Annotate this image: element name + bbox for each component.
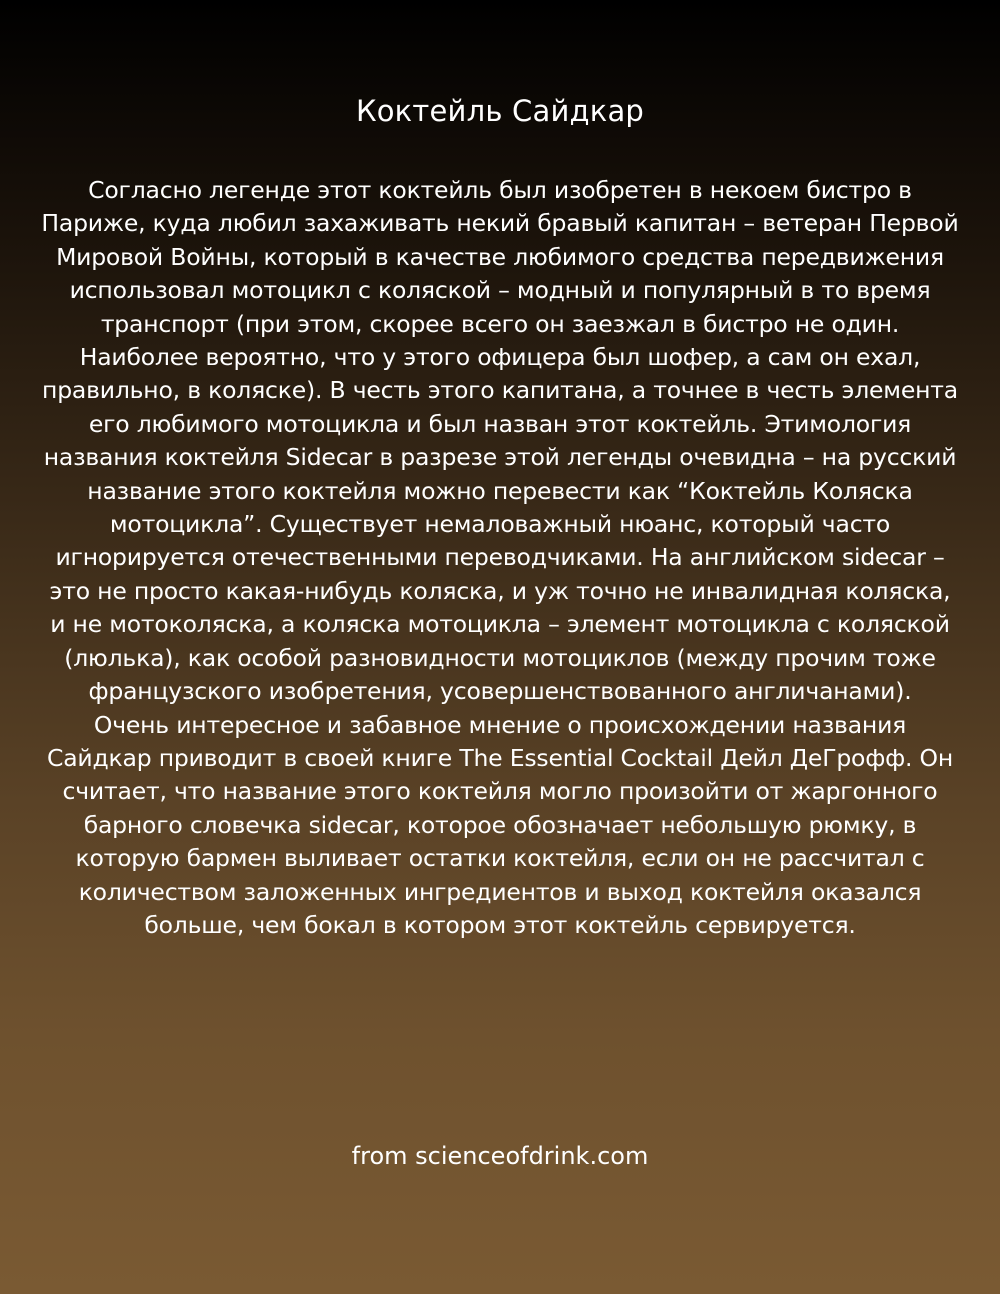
- paragraph-legend: Согласно легенде этот коктейль был изобретен в некоем бистро в Париже, куда любил захаживать некий бравый капитан – ветеран Первой Мировой Войны, который в качестве любимого средства передвижения использовал мотоцикл с коляской – модный и популярный в то время транспорт (при этом, скорее всего он заезжал в бистро не один. Наиболее вероятно, что у этого офицера был шофер, а сам он ехал, правильно, в коляске). В честь этого капитана, а точнее в честь элемента его любимого мотоцикла и был назван этот коктейль. Этимология названия коктейля Sidecar в разрезе этой легенды очевидна – на русский название этого коктейля можно перевести как “Коктейль Коляска мотоцикла”. Существует немаловажный нюанс, который часто игнорируется отечественными переводчиками. На английском sidecar – это не просто какая-нибудь коляска, и уж точно не инвалидная коляска, и не мотоколяска, а коляска мотоцикла – элемент мотоцикла с коляской (люлька), как особой разновидности мотоциклов (между прочим тоже французского изобретения, усовершенствованного англичанами).: [41, 176, 959, 706]
- source-credit: from scienceofdrink.com: [351, 1142, 649, 1170]
- paragraph-degroff: Очень интересное и забавное мнение о происхождении названия Сайдкар приводит в своей книге The Essential Cocktail Дейл ДеГрофф. Он считает, что название этого коктейля могло произойти от жаргонного барного словечка sidecar, которое обозначает небольшую рюмку, в которую бармен выливает остатки коктейля, если он не рассчитал с количеством заложенных ингредиентов и выход коктейля оказался больше, чем бокал в котором этот коктейль сервируется.: [46, 710, 954, 939]
- article-body: [40, 174, 960, 942]
- page-title: Коктейль Сайдкар: [355, 94, 645, 128]
